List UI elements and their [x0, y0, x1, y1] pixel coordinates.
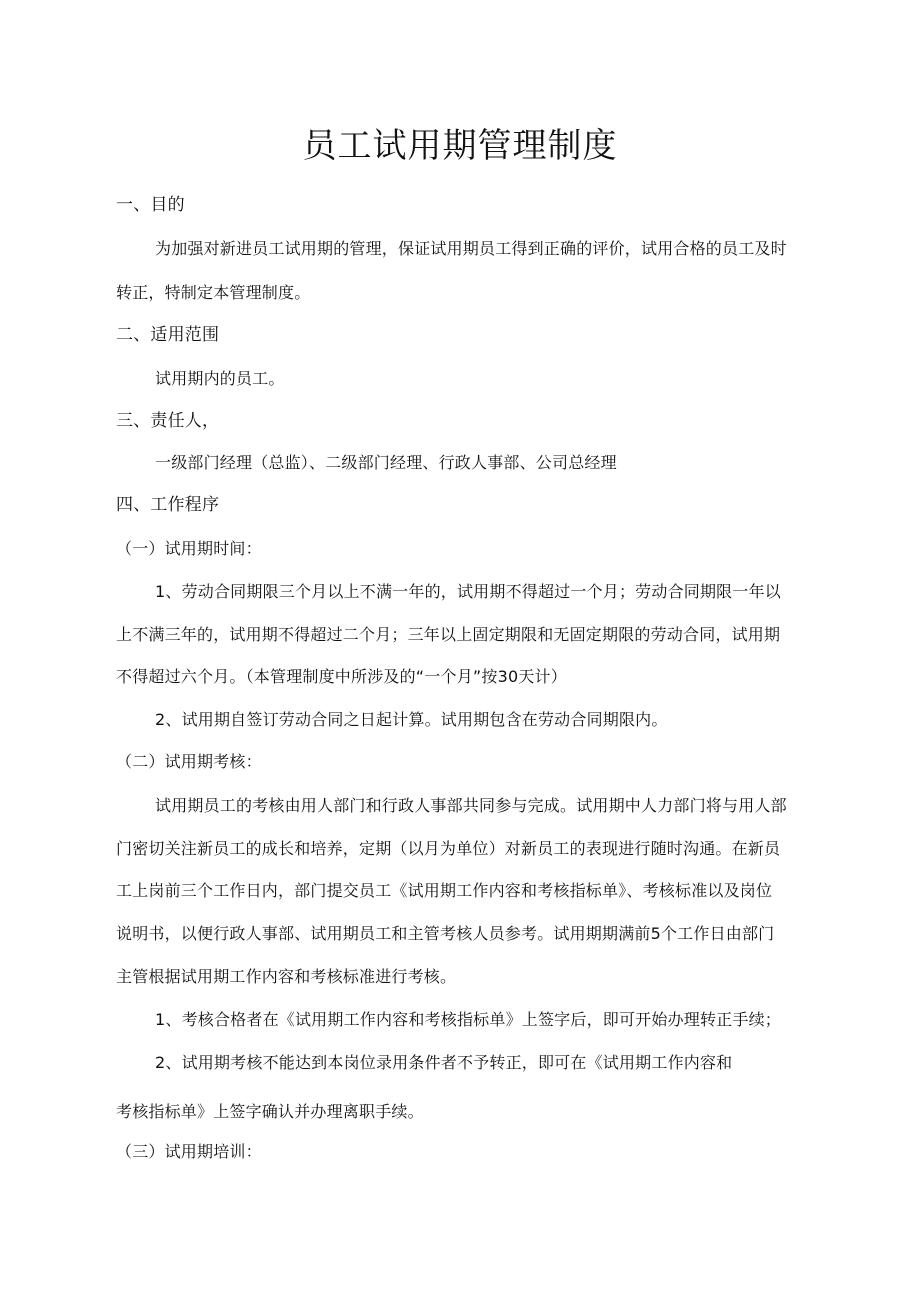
section-heading-procedure: 四、工作程序	[116, 495, 220, 515]
assessment-paragraph-line-5: 主管根据试用期工作内容和考核标准进行考核。	[116, 967, 457, 986]
assessment-paragraph-line-4: 说明书，以便行政人事部、试用期员工和主管考核人员参考。试用期期满前5个工作日由部门	[116, 924, 775, 943]
scope-paragraph: 试用期内的员工。	[155, 369, 285, 388]
assessment-item-2-line-1: 2、试用期考核不能达到本岗位录用条件者不予转正，即可在《试用期工作内容和	[155, 1053, 733, 1072]
subsection-heading-probation-assessment: （二）试用期考核：	[116, 752, 262, 771]
assessment-paragraph-line-1: 试用期员工的考核由用人部门和行政人事部共同参与完成。试用期中人力部门将与用人部	[155, 796, 787, 815]
assessment-item-1: 1、考核合格者在《试用期工作内容和考核指标单》上签字后，即可开始办理转正手续；	[155, 1010, 781, 1029]
probation-time-item-2: 2、试用期自签订劳动合同之日起计算。试用期包含在劳动合同期限内。	[155, 710, 668, 729]
probation-time-item-1-line-3: 不得超过六个月。（本管理制度中所涉及的“一个月”按30天计）	[116, 667, 567, 686]
assessment-item-2-line-2: 考核指标单》上签字确认并办理离职手续。	[116, 1102, 424, 1121]
section-heading-scope: 二、适用范围	[116, 325, 220, 345]
probation-time-item-1-line-2: 上不满三年的，试用期不得超过二个月；三年以上固定期限和无固定期限的劳动合同，试用期	[116, 625, 781, 644]
probation-time-item-1-line-1: 1、劳动合同期限三个月以上不满一年的，试用期不得超过一个月；劳动合同期限一年以	[155, 582, 781, 601]
purpose-paragraph-line-1: 为加强对新进员工试用期的管理，保证试用期员工得到正确的评价，试用合格的员工及时	[155, 239, 787, 258]
document-title: 员工试用期管理制度	[302, 126, 618, 166]
subsection-heading-probation-training: （三）试用期培训：	[116, 1142, 262, 1161]
responsible-paragraph: 一级部门经理（总监）、二级部门经理、行政人事部、公司总经理	[155, 453, 617, 472]
assessment-paragraph-line-2: 门密切关注新员工的成长和培养，定期（以月为单位）对新员工的表现进行随时沟通。在新员	[116, 839, 781, 858]
section-heading-purpose: 一、目的	[116, 195, 185, 215]
assessment-paragraph-line-3: 工上岗前三个工作日内，部门提交员工《试用期工作内容和考核指标单》、考核标准以及岗位	[116, 881, 773, 900]
subsection-heading-probation-time: （一）试用期时间：	[116, 539, 262, 558]
purpose-paragraph-line-2: 转正，特制定本管理制度。	[116, 283, 311, 302]
section-heading-responsible: 三、责任人，	[116, 411, 220, 431]
